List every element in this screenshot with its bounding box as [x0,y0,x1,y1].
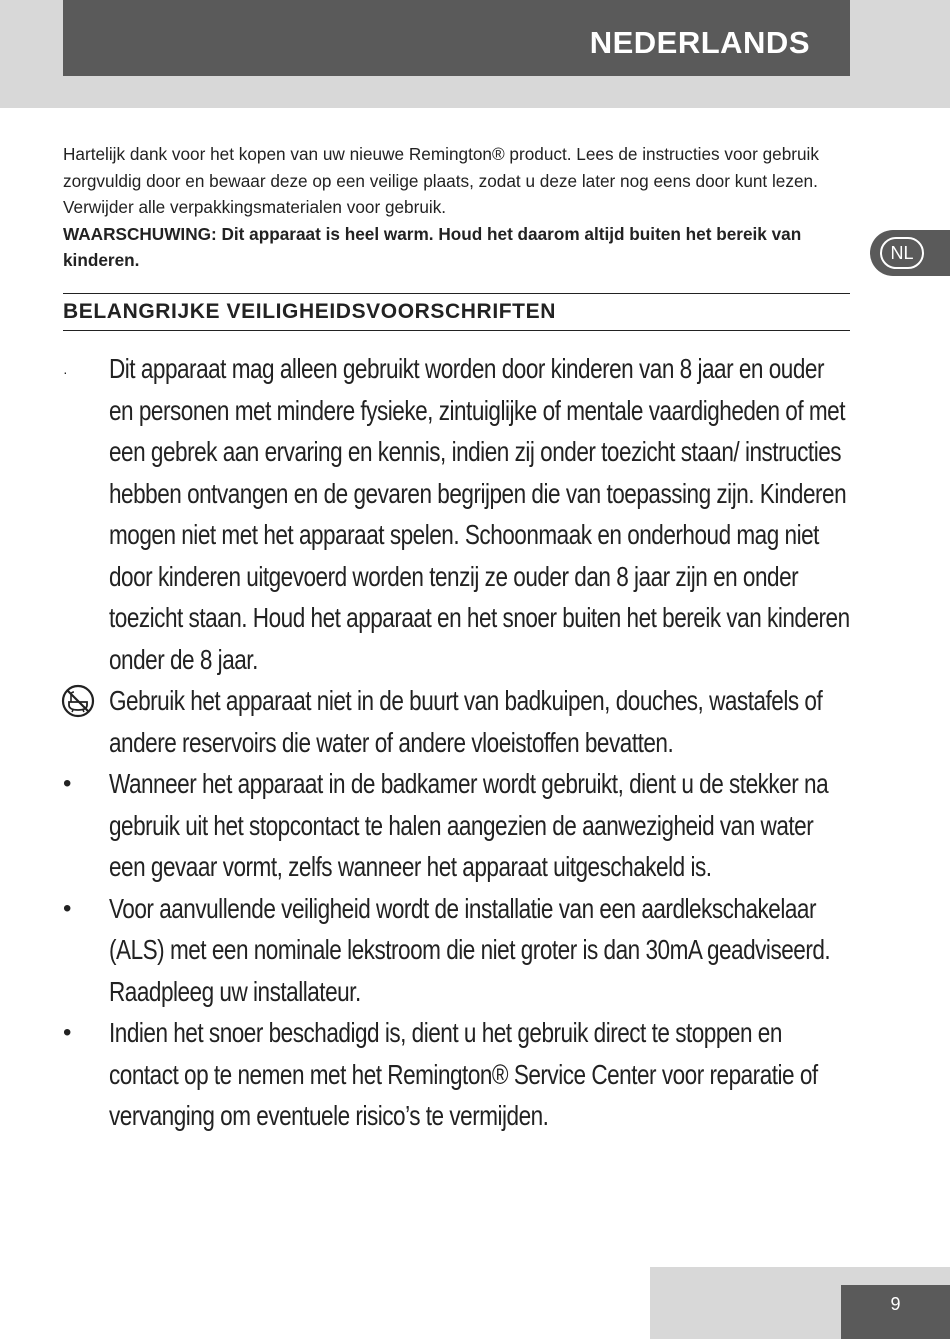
bullet-marker: • [63,894,72,922]
list-item-text: Wanneer het apparaat in de badkamer wordt gebruikt, dient u de stekker na gebruik uit het stopcontact te halen aangezien de aanwezigheid van water een gevaar vormt, zelfs wanneer het apparaat uitgeschakeld is. [109,768,829,882]
intro-paragraph: Hartelijk dank voor het kopen van uw nieuwe Remington® product. Lees de instructies voor gebruik zorgvuldig door en bewaar deze op een veilige plaats, zodat u deze later nog eens door kunt lezen. Verwijder alle verpakkingsmaterialen voor gebruik. [63,144,819,217]
list-item-text: Dit apparaat mag alleen gebruikt worden door kinderen van 8 jaar en ouder en personen met mindere fysieke, zintuiglijke of mentale vaardigheden of met een gebrek aan ervaring en kennis, indien zij onder toezicht staan/ instructies hebben ontvangen en de gevaren begrijpen die van toepassing zijn. Kinderen mogen niet met het apparaat spelen. Schoonmaak en onderhoud mag niet door kinderen uitgevoerd worden tenzij ze ouder dan 8 jaar zijn en onder toezicht staan. Houd het apparaat en het snoer buiten het bereik van kinderen onder de 8 jaar. [109,353,850,675]
no-bath-icon [61,684,95,718]
bullet-marker: • [63,770,72,797]
list-item [63,680,850,763]
bullet-marker: · [63,364,68,380]
list-item [63,888,850,1013]
safety-list [63,348,850,1137]
list-item [63,348,850,680]
bullet-marker: • [63,1019,72,1046]
list-item-text: Indien het snoer beschadigd is, dient u het gebruik direct te stoppen en contact op te nemen met het Remington® Service Center voor reparatie of vervanging om eventuele risico’s te vermijden. [109,1017,818,1131]
page-number: 9 [890,1293,901,1314]
warning-text: WAARSCHUWING: Dit apparaat is heel warm. Houd het daarom altijd buiten het bereik van kinderen. [63,223,802,270]
list-item-text: Voor aanvullende veiligheid wordt de installatie van een aardlekschakelaar (ALS) met een nominale lekstroom die niet groter is dan 30mA geadviseerd. Raadpleeg uw installateur. [109,892,831,1007]
language-code-badge: NL [880,237,924,269]
page-number-box [841,1285,950,1339]
language-tab [870,230,950,276]
intro-section [63,141,853,274]
list-item-text: Gebruik het apparaat niet in de buurt van badkuipen, douches, wastafels of andere reservoirs die water of andere vloeistoffen bevatten. [109,685,823,758]
page-title: NEDERLANDS [589,25,810,60]
list-item [63,763,850,888]
language-header [63,0,850,76]
list-item [63,1012,850,1137]
section-heading: BELANGRIJKE VEILIGHEIDSVOORSCHRIFTEN [63,293,850,331]
